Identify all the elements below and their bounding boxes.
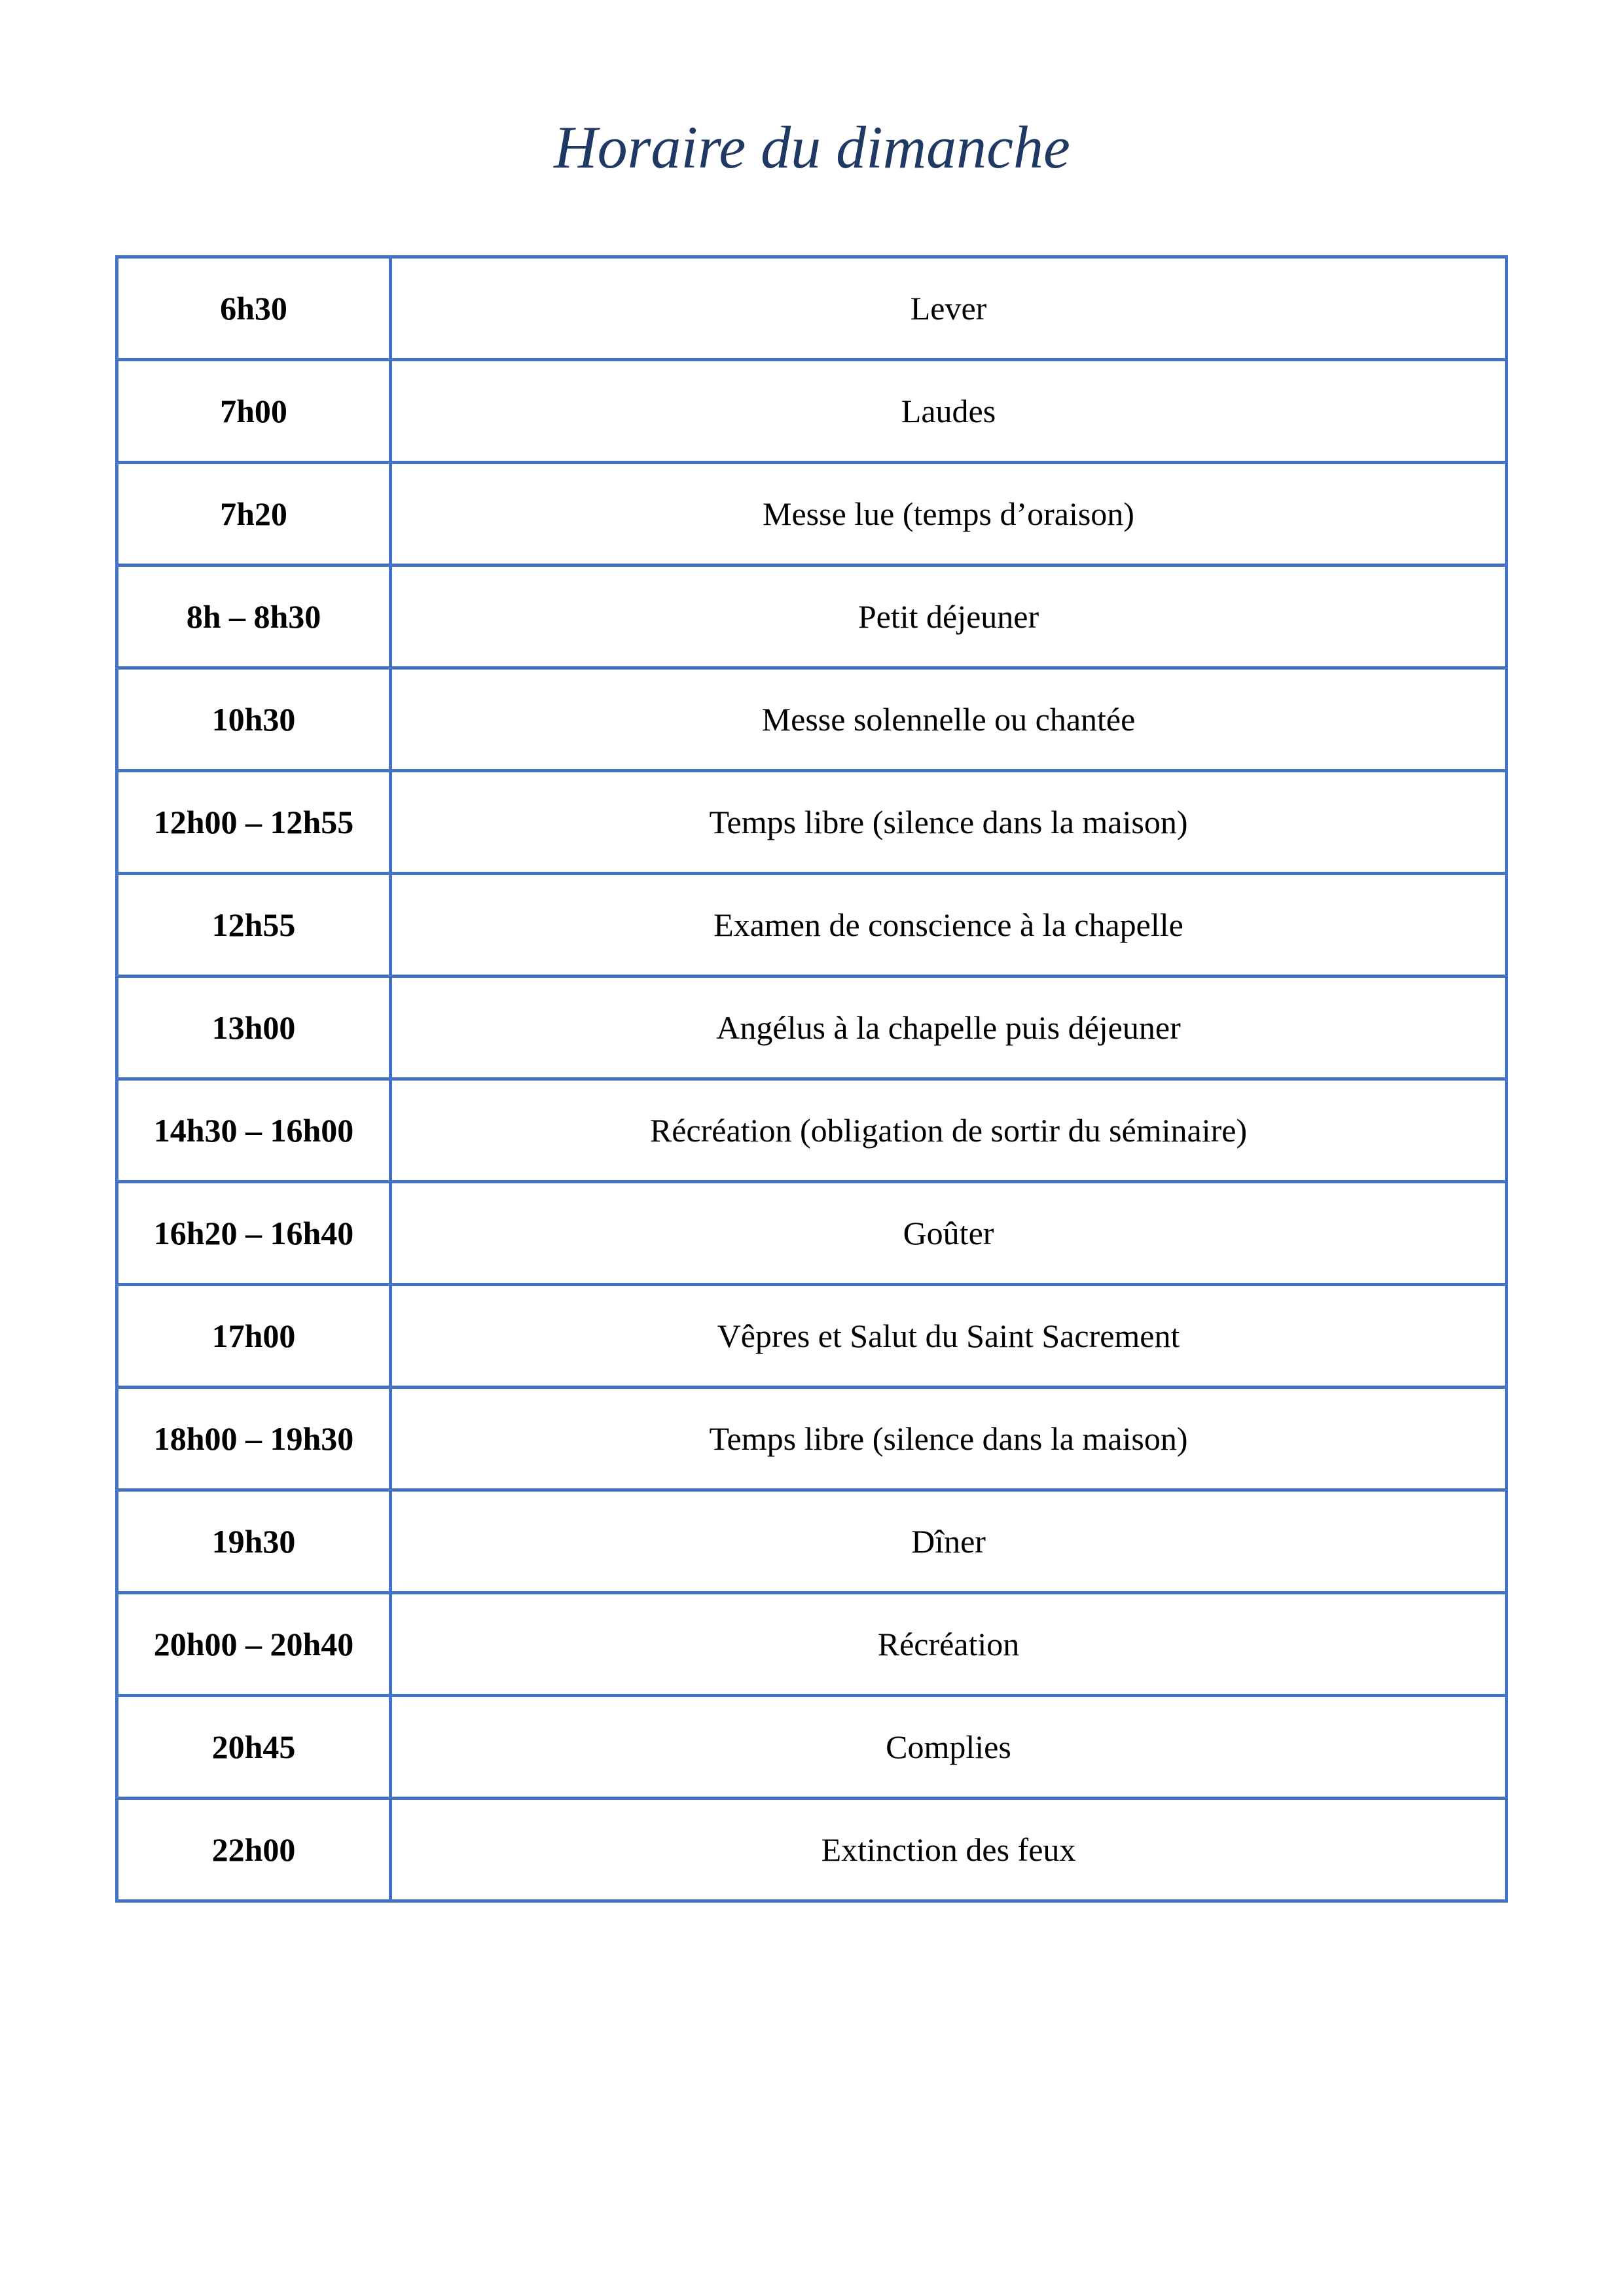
table-row bbox=[117, 1593, 1507, 1696]
table-row bbox=[117, 360, 1507, 463]
activity-cell: Laudes bbox=[391, 360, 1507, 463]
activity-cell: Temps libre (silence dans la maison) bbox=[391, 1388, 1507, 1490]
activity-cell: Messe lue (temps d’oraison) bbox=[391, 463, 1507, 565]
table-row bbox=[117, 874, 1507, 977]
time-cell: 22h00 bbox=[117, 1799, 391, 1901]
page-title: Horaire du dimanche bbox=[554, 114, 1070, 181]
time-cell: 18h00 – 19h30 bbox=[117, 1388, 391, 1490]
table-row bbox=[117, 1490, 1507, 1593]
table-row bbox=[117, 1388, 1507, 1490]
activity-cell: Goûter bbox=[391, 1182, 1507, 1285]
table-row bbox=[117, 1182, 1507, 1285]
table-row bbox=[117, 463, 1507, 565]
time-cell: 20h00 – 20h40 bbox=[117, 1593, 391, 1696]
time-cell: 7h00 bbox=[117, 360, 391, 463]
time-cell: 6h30 bbox=[117, 257, 391, 360]
table-row bbox=[117, 1799, 1507, 1901]
time-cell: 7h20 bbox=[117, 463, 391, 565]
activity-cell: Petit déjeuner bbox=[391, 565, 1507, 668]
table-row bbox=[117, 565, 1507, 668]
table-row bbox=[117, 1696, 1507, 1799]
time-cell: 17h00 bbox=[117, 1285, 391, 1388]
schedule-table bbox=[115, 255, 1508, 1903]
table-row bbox=[117, 668, 1507, 771]
time-cell: 8h – 8h30 bbox=[117, 565, 391, 668]
activity-cell: Vêpres et Salut du Saint Sacrement bbox=[391, 1285, 1507, 1388]
activity-cell: Temps libre (silence dans la maison) bbox=[391, 771, 1507, 874]
activity-cell: Examen de conscience à la chapelle bbox=[391, 874, 1507, 977]
activity-cell: Récréation (obligation de sortir du séminaire) bbox=[391, 1079, 1507, 1182]
time-cell: 10h30 bbox=[117, 668, 391, 771]
activity-cell: Messe solennelle ou chantée bbox=[391, 668, 1507, 771]
time-cell: 13h00 bbox=[117, 977, 391, 1079]
table-row bbox=[117, 257, 1507, 360]
time-cell: 12h55 bbox=[117, 874, 391, 977]
table-row bbox=[117, 1285, 1507, 1388]
time-cell: 12h00 – 12h55 bbox=[117, 771, 391, 874]
activity-cell: Complies bbox=[391, 1696, 1507, 1799]
activity-cell: Lever bbox=[391, 257, 1507, 360]
time-cell: 20h45 bbox=[117, 1696, 391, 1799]
activity-cell: Angélus à la chapelle puis déjeuner bbox=[391, 977, 1507, 1079]
table-row bbox=[117, 771, 1507, 874]
activity-cell: Récréation bbox=[391, 1593, 1507, 1696]
table-row bbox=[117, 1079, 1507, 1182]
time-cell: 19h30 bbox=[117, 1490, 391, 1593]
time-cell: 14h30 – 16h00 bbox=[117, 1079, 391, 1182]
table-row bbox=[117, 977, 1507, 1079]
time-cell: 16h20 – 16h40 bbox=[117, 1182, 391, 1285]
activity-cell: Extinction des feux bbox=[391, 1799, 1507, 1901]
activity-cell: Dîner bbox=[391, 1490, 1507, 1593]
